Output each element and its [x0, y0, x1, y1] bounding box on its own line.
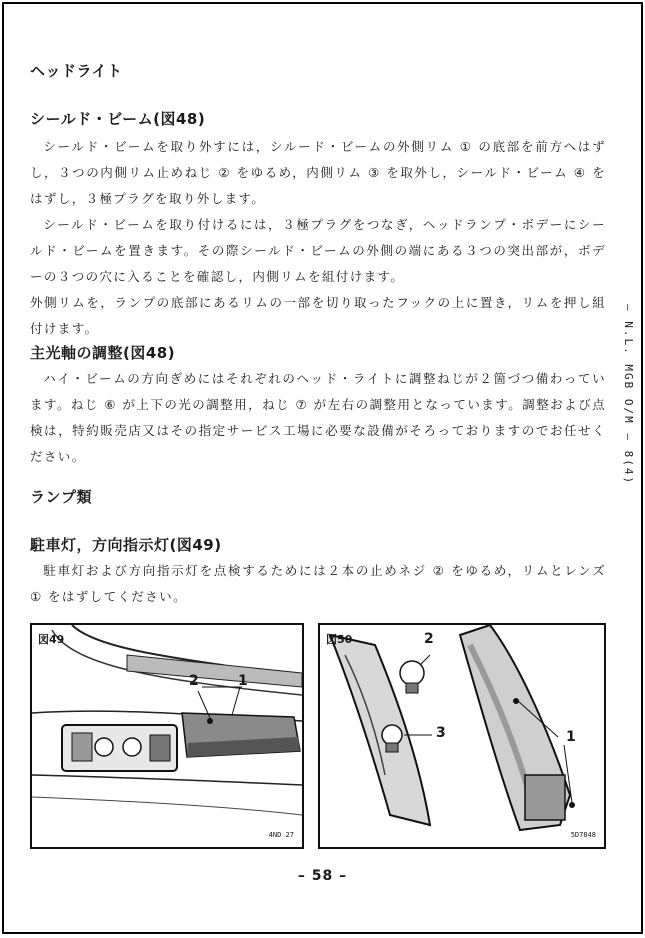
figure-50	[318, 623, 606, 849]
paragraph-sealed-rim: 外側リムを，ランプの底部にあるリムの一部を切り取ったフックの上に置き，リムを押し組付けます。	[30, 295, 606, 336]
paragraph-sealed-remove	[30, 134, 606, 212]
side-margin-mark: — N.L. MGB O/M — 8(4)	[622, 304, 635, 486]
subheading-aim: 主光軸の調整(図48)	[30, 344, 176, 362]
figure-49-callout-1: 1	[238, 673, 248, 689]
section-heading-headlight: ヘッドライト	[30, 62, 123, 80]
paragraph-aim-text: ハイ・ビームの方向ぎめにはそれぞれのヘッド・ライトに調整ねじが２箇づつ備わっています。ねじ ⑥ が上下の光の調整用，ねじ ⑦ が左右の調整用となっています。調整および点検は，特約販売店又はその指定サービス工場に必要な設備がそろっておりますのでお任せください。	[30, 371, 606, 464]
section-heading-lamps: ランプ類	[30, 488, 93, 506]
figure-50-label: 図50	[326, 633, 353, 646]
figure-49	[30, 623, 304, 849]
subheading-parking: 駐車灯，方向指示灯(図49)	[30, 536, 222, 554]
paragraph-parking-text: 駐車灯および方向指示灯を点検するためには２本の止めネジ ② をゆるめ，リムとレンズ ① をはずしてください。	[30, 563, 606, 604]
subheading-sealed-beam: シールド・ビーム(図48)	[30, 110, 206, 128]
figure-50-code: 5D7848	[570, 831, 596, 839]
figure-49-code: 4ND 27	[268, 831, 294, 839]
figure-49-callout-2: 2	[189, 673, 199, 689]
figure-50-callout-1: 1	[566, 729, 576, 745]
paragraph-sealed-install	[30, 212, 606, 290]
figure-49-label: 図49	[38, 633, 65, 646]
paragraph-sealed-remove-text: シールド・ビームを取り外すには，シルード・ビームの外側リム ① の底部を前方へはずし，３つの内側リム止めねじ ② をゆるめ，内側リム ③ を取外し，シールド・ビーム ④ をはずし，３極プラグを取り外します。	[30, 139, 606, 206]
manual-page	[2, 2, 643, 934]
paragraph-sealed-install-text: シールド・ビームを取り付けるには，３極プラグをつなぎ，ヘッドランプ・ボデーにシールド・ビームを置きます。その際シールド・ビームの外側の端にある３つの突出部が，ボデーの３つの穴に入ることを確認し，内側リムを組付けます。	[30, 217, 606, 284]
figure-50-callout-3: 3	[436, 725, 446, 741]
figure-50-illustration	[320, 625, 604, 847]
figure-50-callout-2: 2	[424, 631, 434, 647]
figure-49-illustration	[32, 625, 302, 847]
page-number: – 58 –	[297, 868, 348, 884]
paragraph-parking	[30, 558, 606, 610]
paragraph-aim	[30, 366, 606, 470]
